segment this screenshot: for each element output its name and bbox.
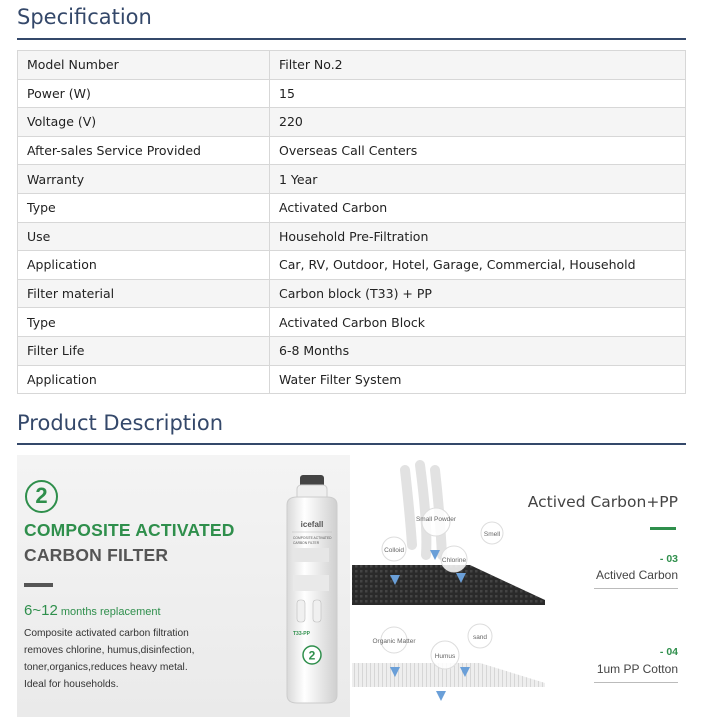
spec-value: Car, RV, Outdoor, Hotel, Garage, Commercial, Household — [270, 251, 686, 280]
layer-04-number: - 04 — [659, 646, 678, 658]
spec-value: Carbon block (T33) + PP — [270, 279, 686, 308]
layers-title: Actived Carbon+PP — [527, 493, 678, 511]
banner-description — [24, 625, 224, 693]
spec-row — [18, 251, 686, 280]
layers-title-dash — [650, 527, 676, 530]
cartridge-brand: icefall — [300, 520, 324, 529]
spec-key: Application — [18, 251, 270, 280]
filter-cartridge-image — [277, 475, 347, 705]
spec-value: 6-8 Months — [270, 336, 686, 365]
spec-value: Overseas Call Centers — [270, 136, 686, 165]
spec-key: Model Number — [18, 51, 270, 80]
spec-value: 15 — [270, 79, 686, 108]
spec-row — [18, 279, 686, 308]
specification-table — [17, 50, 686, 394]
spec-key: Application — [18, 365, 270, 394]
spec-row — [18, 336, 686, 365]
bubble-chlorine: Chlorine — [441, 557, 467, 564]
bubble-sand: sand — [472, 634, 488, 641]
description-line: removes chlorine, humus,disinfection, — [24, 645, 195, 656]
bubble-smell: Smell — [483, 531, 501, 538]
spec-key: Voltage (V) — [18, 108, 270, 137]
spec-row — [18, 193, 686, 222]
spec-row — [18, 308, 686, 337]
product-description-divider — [17, 443, 686, 445]
specification-title: Specification — [17, 5, 152, 29]
spec-row — [18, 365, 686, 394]
spec-value: Water Filter System — [270, 365, 686, 394]
spec-key: Type — [18, 308, 270, 337]
spec-row — [18, 136, 686, 165]
product-banner — [17, 455, 686, 717]
spec-row — [18, 222, 686, 251]
spec-key: Use — [18, 222, 270, 251]
product-description-title: Product Description — [17, 411, 224, 435]
bubble-organic-matter: Organic Matter — [372, 638, 416, 645]
bubble-small-powder: Small Powder — [415, 516, 457, 523]
spec-value: Activated Carbon — [270, 193, 686, 222]
filter-number-badge: 2 — [25, 480, 58, 513]
bubble-humus: Humus — [434, 653, 456, 660]
cartridge-label-line1: COMPOSITE ACTIVATED — [293, 536, 332, 540]
cartridge-number: 2 — [308, 648, 316, 663]
banner-left-panel — [17, 455, 350, 717]
banner-dash — [24, 583, 53, 587]
spec-row — [18, 51, 686, 80]
spec-value: Activated Carbon Block — [270, 308, 686, 337]
banner-heading-green: COMPOSITE ACTIVATED — [24, 520, 235, 540]
layer-03-underline — [594, 588, 678, 589]
spec-row — [18, 165, 686, 194]
description-line: toner,organics,reduces heavy metal. — [24, 662, 188, 673]
spec-key: Warranty — [18, 165, 270, 194]
replacement-period — [24, 602, 161, 619]
replacement-range: 6~12 — [24, 602, 58, 619]
cartridge-model-code: T33-PP — [293, 631, 310, 637]
spec-key: Filter Life — [18, 336, 270, 365]
spec-value: Filter No.2 — [270, 51, 686, 80]
spec-key: Filter material — [18, 279, 270, 308]
description-line: Composite activated carbon filtration — [24, 628, 189, 639]
banner-heading-gray: CARBON FILTER — [24, 545, 169, 565]
spec-value: Household Pre-Filtration — [270, 222, 686, 251]
specification-divider — [17, 38, 686, 40]
replacement-label: months replacement — [60, 606, 161, 618]
layer-04-underline — [594, 682, 678, 683]
filtration-layers-diagram — [350, 455, 550, 717]
spec-key: Type — [18, 193, 270, 222]
bubble-colloid: Colloid — [384, 547, 404, 554]
spec-row — [18, 79, 686, 108]
cartridge-label-line2: CARBON FILTER — [293, 541, 320, 545]
spec-value: 1 Year — [270, 165, 686, 194]
layer-03-number: - 03 — [659, 553, 678, 565]
spec-value: 220 — [270, 108, 686, 137]
spec-key: Power (W) — [18, 79, 270, 108]
layer-04-label: 1um PP Cotton — [596, 662, 678, 676]
layer-03-label: Actived Carbon — [595, 568, 678, 582]
description-line: Ideal for households. — [24, 679, 119, 690]
spec-key: After-sales Service Provided — [18, 136, 270, 165]
spec-row — [18, 108, 686, 137]
